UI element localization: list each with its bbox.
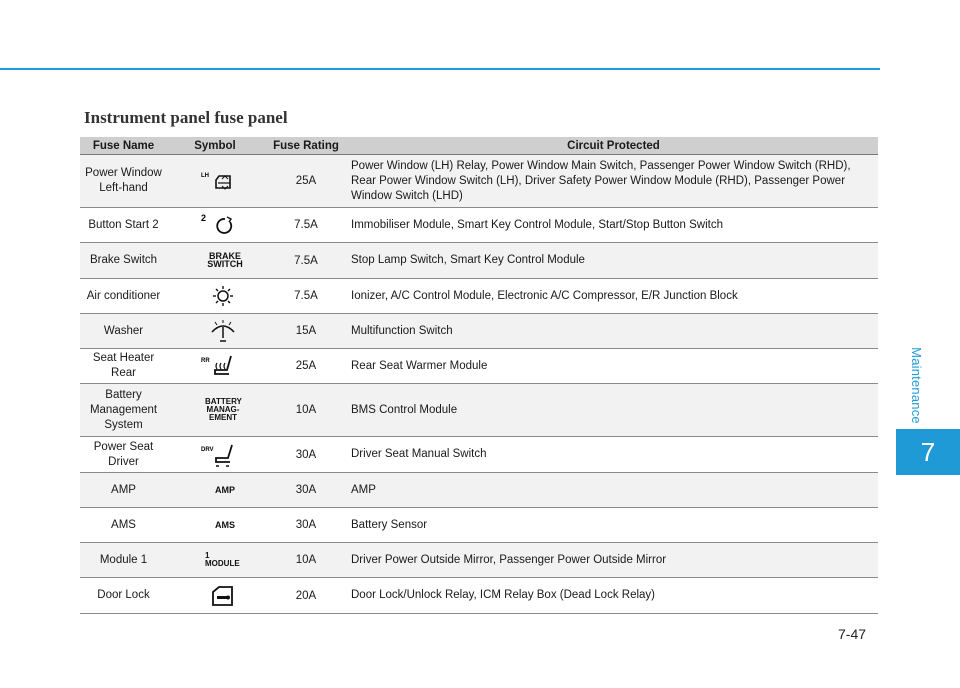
table-row [80,314,878,349]
fuse-symbol [167,208,263,243]
table-row [80,578,878,614]
fuse-symbol [167,349,263,384]
circuit-protected: Door Lock/Unlock Relay, ICM Relay Box (Dead Lock Relay) [349,578,878,614]
table-row [80,508,878,543]
table-row [80,279,878,314]
circuit-protected: Power Window (LH) Relay, Power Window Main Switch, Passenger Power Window Switch (RHD), Rear Power Window Switch (LH), Driver Safety Power Window Module (RHD), Passenger Power Window Switch (LHD) [349,155,878,208]
button-start-icon [199,212,239,238]
fuse-symbol [167,279,263,314]
fuse-rating: 7.5A [263,208,349,243]
fuse-symbol [167,473,263,508]
symbol-lh-text: LH [201,173,209,179]
header-fuse-rating: Fuse Rating [263,137,349,155]
fuse-rating: 7.5A [263,279,349,314]
fuse-rating: 10A [263,543,349,578]
fuse-name: Seat Heater Rear [80,349,167,384]
fuse-rating: 20A [263,578,349,614]
fuse-rating: 7.5A [263,243,349,279]
fuse-symbol [167,578,263,614]
circuit-protected: Battery Sensor [349,508,878,543]
fuse-symbol [167,243,263,279]
fuse-rating: 15A [263,314,349,349]
top-rule [0,68,880,70]
fuse-name: Door Lock [80,578,167,614]
fuse-symbol [167,155,263,208]
fuse-name: Washer [80,314,167,349]
fuse-rating: 30A [263,473,349,508]
symbol-2-text: 2 [201,213,207,223]
symbol-rr-text: RR [201,358,210,364]
amp-text-icon: AMP [215,485,235,495]
header-fuse-name: Fuse Name [80,137,167,155]
table-row [80,349,878,384]
fuse-name: AMP [80,473,167,508]
fuse-name: Power Seat Driver [80,437,167,473]
fuse-rating: 10A [263,384,349,437]
fuse-symbol [167,314,263,349]
power-seat-drv-icon [199,442,239,468]
fuse-name: Button Start 2 [80,208,167,243]
circuit-protected: Immobiliser Module, Smart Key Control Module, Start/Stop Button Switch [349,208,878,243]
washer-icon [199,318,239,344]
fuse-name: AMS [80,508,167,543]
symbol-drv-text: DRV [201,446,214,453]
table-row [80,384,878,437]
battery-management-text-icon: BATTERY MANAG- EMENT [205,396,242,422]
fuse-name: Brake Switch [80,243,167,279]
fuse-name: Air conditioner [80,279,167,314]
fuse-rating: 30A [263,437,349,473]
fuse-rating: 25A [263,155,349,208]
fuse-name: Module 1 [80,543,167,578]
circuit-protected: Multifunction Switch [349,314,878,349]
header-circuit-protected: Circuit Protected [349,137,878,155]
table-row [80,243,878,279]
fuse-table [80,137,878,614]
section-title: Instrument panel fuse panel [84,108,288,127]
door-lock-icon [199,583,239,609]
circuit-protected: AMP [349,473,878,508]
chapter-tab: 7 [896,429,960,475]
fuse-name: Power Window Left-hand [80,155,167,208]
circuit-protected: Ionizer, A/C Control Module, Electronic A/C Compressor, E/R Junction Block [349,279,878,314]
fuse-symbol [167,437,263,473]
table-row [80,208,878,243]
table-row [80,473,878,508]
fuse-symbol [167,508,263,543]
circuit-protected: BMS Control Module [349,384,878,437]
module-1-text-icon: 1 MODULE [205,550,240,568]
header-symbol: Symbol [167,137,263,155]
circuit-protected: Driver Power Outside Mirror, Passenger Power Outside Mirror [349,543,878,578]
table-row [80,155,878,208]
page-number: 7-47 [838,626,867,642]
air-conditioner-icon [199,283,239,309]
fuse-symbol [167,384,263,437]
circuit-protected: Rear Seat Warmer Module [349,349,878,384]
table-row [80,437,878,473]
fuse-rating: 25A [263,349,349,384]
fuse-name: Battery Management System [80,384,167,437]
circuit-protected: Driver Seat Manual Switch [349,437,878,473]
fuse-symbol [167,543,263,578]
ams-text-icon: AMS [215,520,235,530]
power-window-lh-icon [199,168,239,194]
circuit-protected: Stop Lamp Switch, Smart Key Control Module [349,243,878,279]
side-label-text: Maintenance [908,346,924,424]
brake-switch-text-icon: BRAKE SWITCH [207,250,243,269]
side-section-label [906,345,926,425]
seat-heater-rr-icon [199,353,239,379]
table-row [80,543,878,578]
fuse-rating: 30A [263,508,349,543]
table-header-row [80,137,878,155]
